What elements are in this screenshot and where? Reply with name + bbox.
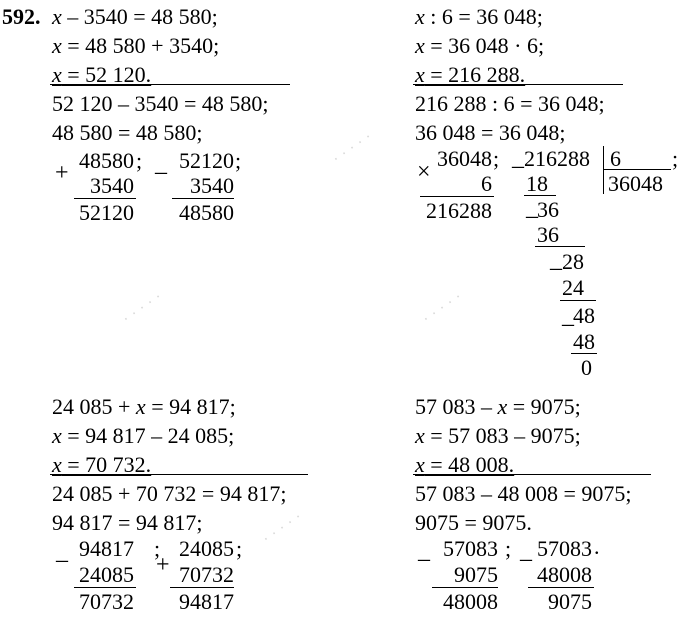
- col-sub-bottom: 9075: [454, 562, 498, 587]
- col-add-line: [170, 587, 234, 588]
- div-remainder: 0: [581, 355, 592, 380]
- col-add-line: [74, 198, 136, 199]
- col-sub-line: [432, 587, 498, 588]
- col-sub-bottom: 24085: [79, 562, 134, 587]
- div-step-line: [524, 195, 556, 196]
- col-mul-result: 216288: [426, 198, 492, 223]
- col-mul-top: 36048: [437, 146, 492, 171]
- eq3-line1: 24 085 + x = 94 817;: [52, 394, 236, 419]
- col-sub-line: [172, 198, 234, 199]
- watermark: · · · · ·: [258, 507, 305, 548]
- plus-sign: +: [156, 552, 170, 578]
- div-divisor: 6: [610, 146, 621, 171]
- minus-sign: –: [512, 153, 524, 179]
- eq3-divider: [50, 474, 308, 475]
- eq3-check2: 94 817 = 94 817;: [52, 510, 203, 535]
- minus-sign: –: [550, 255, 562, 281]
- col-sub-top: 57083: [537, 536, 592, 561]
- div-step: 48: [573, 303, 595, 328]
- col-semicolon: ;: [154, 536, 161, 561]
- eq3-line2: x = 94 817 – 24 085;: [52, 423, 235, 448]
- eq1-check1: 52 120 – 3540 = 48 580;: [52, 91, 269, 116]
- minus-sign: –: [526, 203, 538, 229]
- col-sub-line: [528, 587, 594, 588]
- col-semicolon: ;: [236, 536, 243, 561]
- div-step: 24: [562, 275, 584, 300]
- eq4-check2: 9075 = 9075.: [415, 510, 532, 535]
- col-semicolon: ;: [505, 536, 512, 561]
- div-step: 28: [562, 249, 584, 274]
- col-period: .: [594, 534, 600, 559]
- eq3-line3: x = 70 732.: [52, 452, 152, 477]
- col-semicolon: ;: [136, 148, 143, 173]
- plus-sign: +: [55, 160, 69, 186]
- col-mul-bottom: 6: [481, 171, 492, 196]
- minus-sign: –: [520, 546, 532, 572]
- col-semicolon: ;: [493, 146, 500, 171]
- div-step-line: [571, 353, 597, 354]
- col-add-top: 24085: [179, 536, 234, 561]
- div-bracket-vertical: [603, 146, 604, 194]
- eq4-check1: 57 083 – 48 008 = 9075;: [415, 481, 632, 506]
- col-sub-result: 48580: [179, 200, 234, 225]
- div-step: 18: [526, 171, 548, 196]
- col-sub-top: 57083: [443, 536, 498, 561]
- eq2-line2: x = 36 048 · 6;: [415, 33, 545, 58]
- eq1-line1: x – 3540 = 48 580;: [52, 4, 218, 29]
- col-sub-top: 94817: [79, 536, 134, 561]
- problem-number: 592.: [2, 4, 41, 29]
- eq2-line3: x = 216 288.: [415, 62, 526, 87]
- times-sign: ×: [417, 159, 431, 185]
- watermark: · · · · ·: [418, 287, 465, 328]
- col-add-bottom: 3540: [90, 173, 134, 198]
- col-add-bottom: 70732: [179, 562, 234, 587]
- col-add-result: 94817: [179, 589, 234, 614]
- col-sub-result: 70732: [79, 589, 134, 614]
- eq2-check1: 216 288 : 6 = 36 048;: [415, 91, 605, 116]
- eq1-line3: x = 52 120.: [52, 62, 152, 87]
- col-sub-result: 9075: [548, 589, 592, 614]
- eq4-line1: 57 083 – x = 9075;: [415, 394, 581, 419]
- eq4-divider: [413, 474, 651, 475]
- col-mul-line: [420, 196, 494, 197]
- minus-sign: –: [418, 546, 430, 572]
- div-quotient: 36048: [608, 171, 663, 196]
- col-semicolon: ;: [235, 148, 242, 173]
- minus-sign: –: [56, 547, 68, 573]
- eq4-line3: x = 48 008.: [415, 452, 515, 477]
- eq3-check1: 24 085 + 70 732 = 94 817;: [52, 481, 287, 506]
- watermark: · · · · ·: [328, 127, 375, 168]
- eq2-line1: x : 6 = 36 048;: [415, 4, 543, 29]
- col-sub-bottom: 48008: [537, 562, 592, 587]
- col-sub-bottom: 3540: [190, 173, 234, 198]
- watermark: · · · · ·: [118, 287, 165, 328]
- eq2-check2: 36 048 = 36 048;: [415, 120, 566, 145]
- div-step-line: [535, 246, 585, 247]
- minus-sign: –: [562, 311, 574, 337]
- eq1-divider: [50, 84, 290, 85]
- col-add-top: 48580: [79, 148, 134, 173]
- eq4-line2: x = 57 083 – 9075;: [415, 423, 581, 448]
- minus-sign: –: [155, 159, 167, 185]
- div-step-line: [560, 300, 596, 301]
- col-sub-result: 48008: [443, 589, 498, 614]
- div-bracket-horizontal: [603, 169, 671, 170]
- eq2-divider: [413, 84, 623, 85]
- div-step: 48: [573, 329, 595, 354]
- div-dividend: 216288: [524, 146, 590, 171]
- col-sub-top: 52120: [179, 148, 234, 173]
- col-semicolon: ;: [672, 146, 679, 171]
- col-add-result: 52120: [79, 200, 134, 225]
- eq1-line2: x = 48 580 + 3540;: [52, 33, 220, 58]
- div-step: 36: [537, 222, 559, 247]
- div-step: 36: [537, 197, 559, 222]
- eq1-check2: 48 580 = 48 580;: [52, 120, 203, 145]
- col-sub-line: [74, 587, 136, 588]
